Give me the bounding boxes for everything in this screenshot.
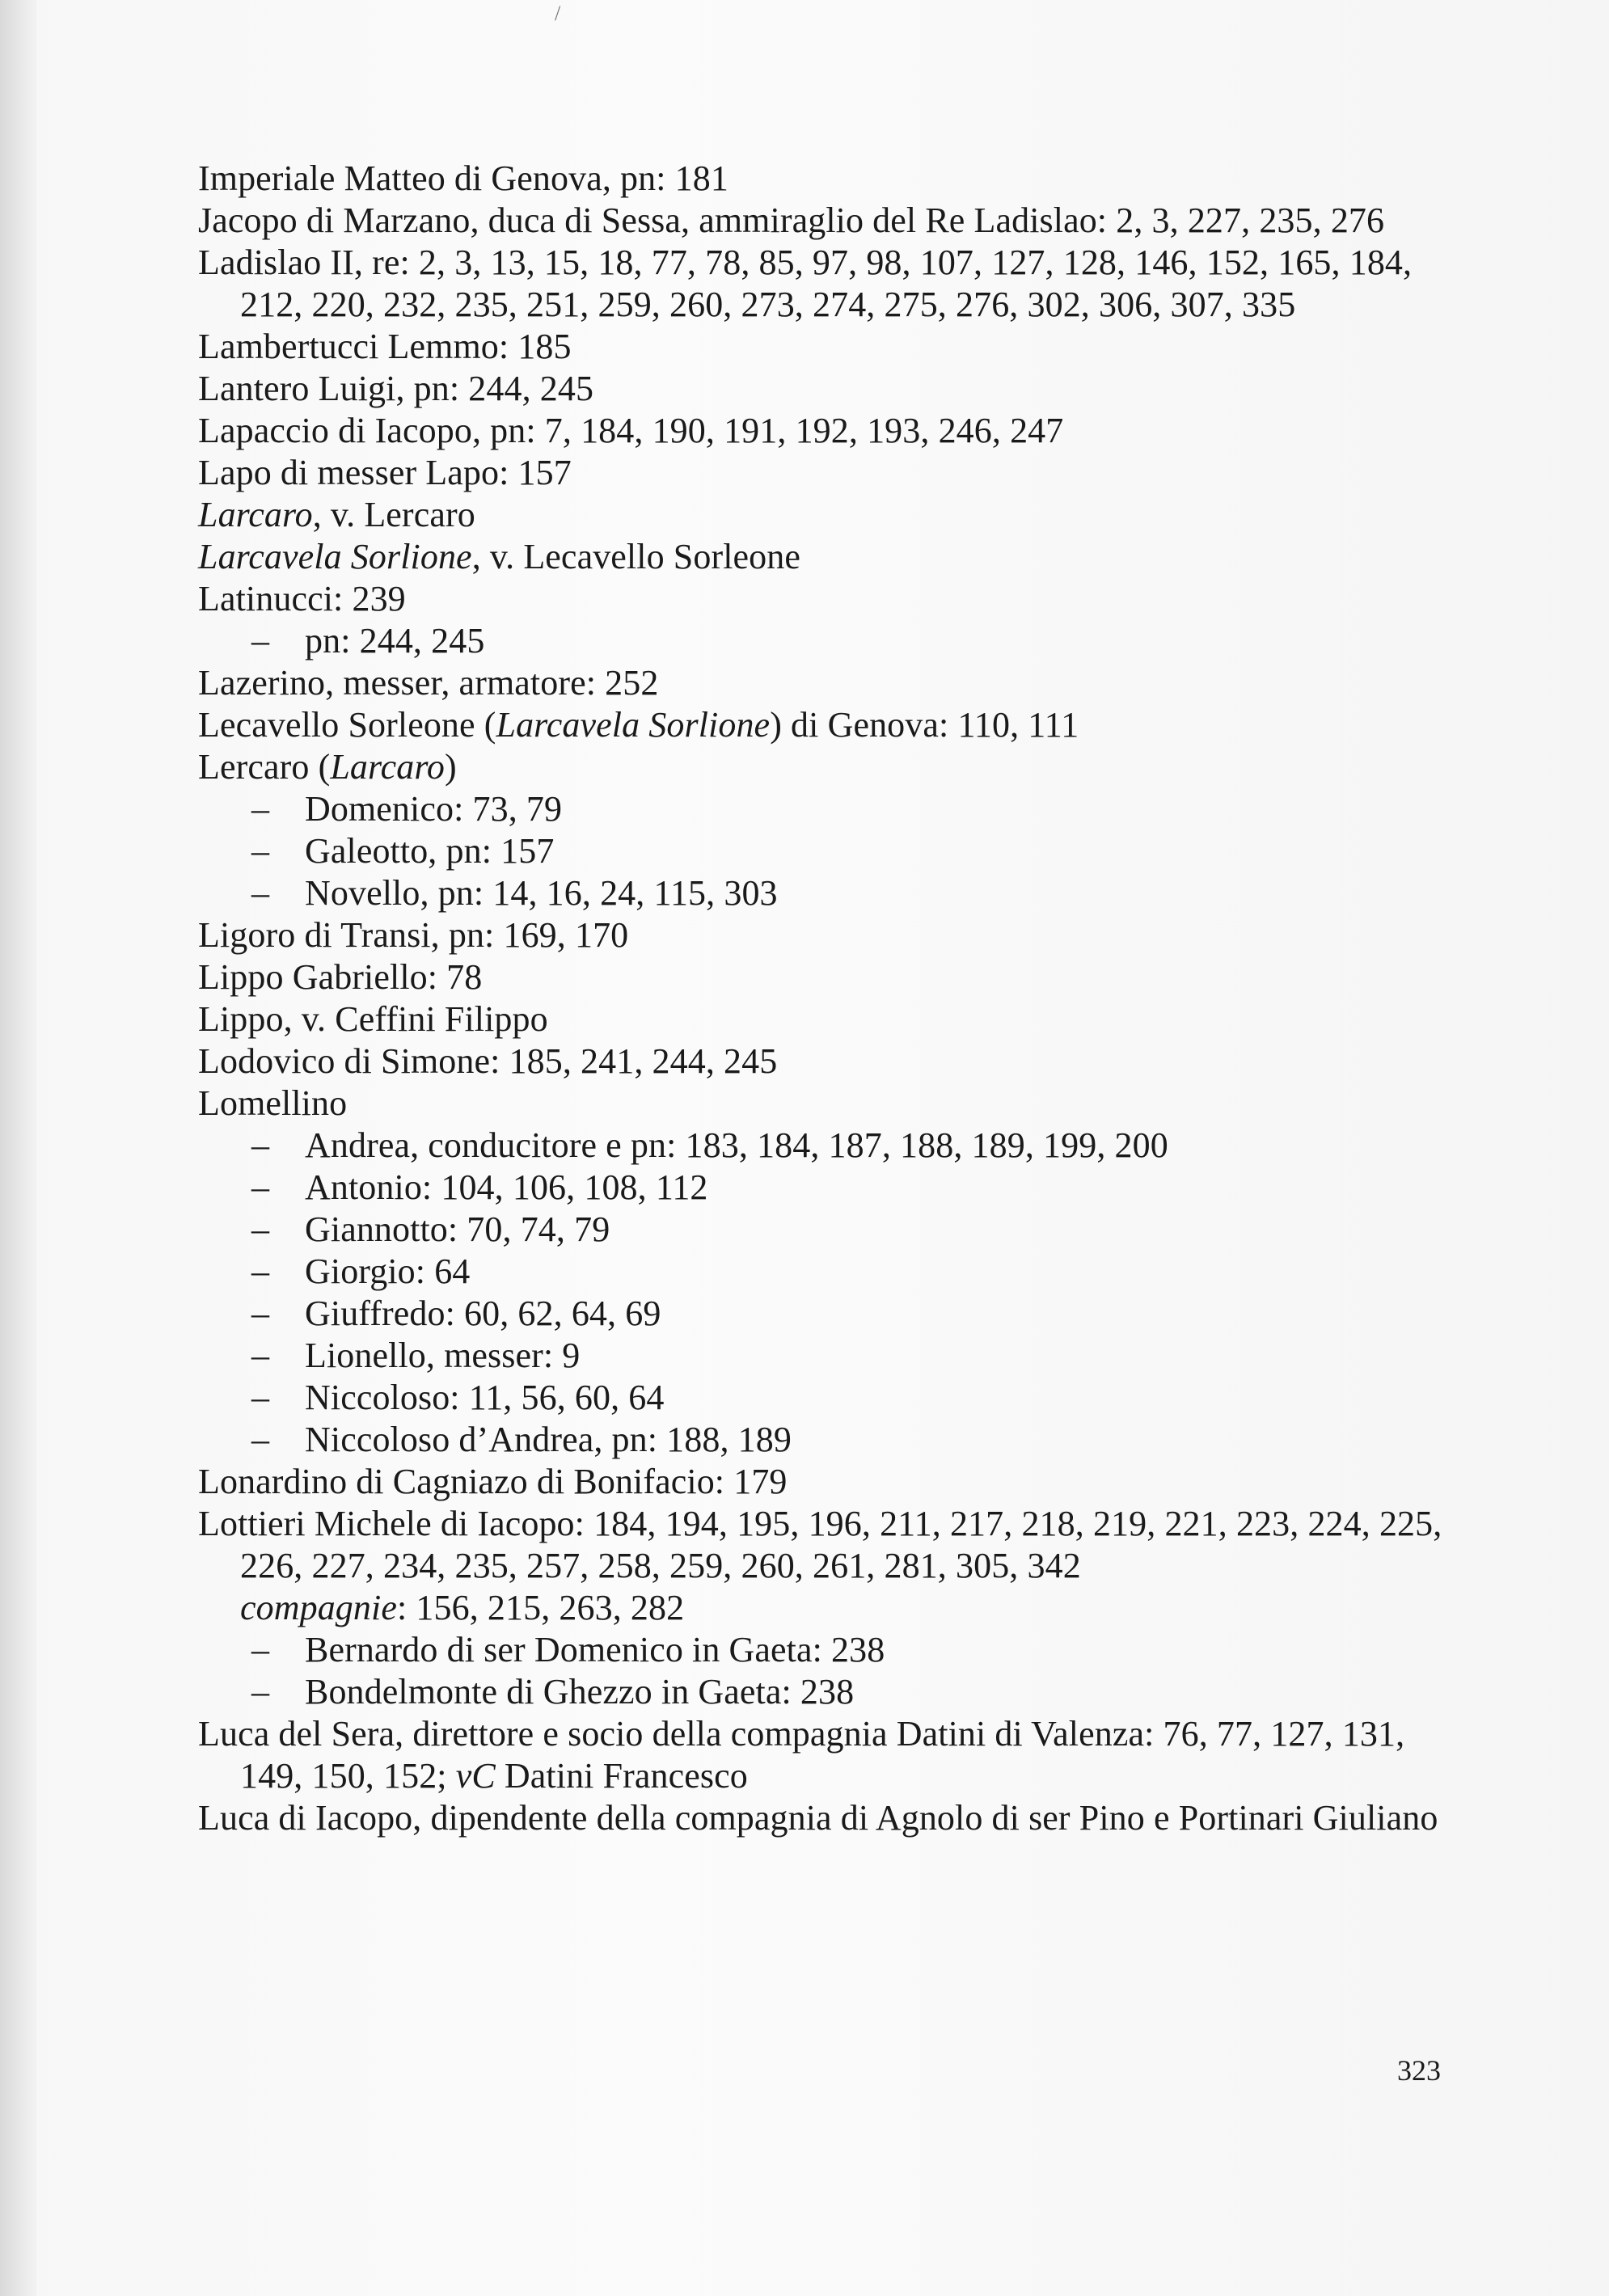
index-list — [198, 158, 1443, 1839]
italic-term: Larcavela Sorlione — [198, 537, 472, 576]
index-subentry — [198, 1293, 1443, 1335]
index-subentry — [198, 1125, 1443, 1167]
dash-marker: – — [251, 1294, 270, 1333]
index-entry: Lottieri Michele di Iacopo: 184, 194, 195, 196, 211, 217, 218, 219, 221, 223, 224, 225, 226, 227, 234, 235, 257, 258, 259, 260, 261, 281, 305, 342 — [198, 1504, 1442, 1585]
dash-marker: – — [251, 1378, 270, 1417]
dash-marker: – — [251, 1672, 270, 1711]
italic-term: vC — [455, 1756, 496, 1796]
dash-marker: – — [251, 1251, 270, 1291]
index-entry: Lantero Luigi, pn: 244, 245 — [198, 369, 594, 408]
index-entry: Lippo Gabriello: 78 — [198, 957, 483, 997]
dash-marker: – — [251, 789, 270, 829]
index-entry: Lapaccio di Iacopo, pn: 7, 184, 190, 191, 192, 193, 246, 247 — [198, 411, 1064, 450]
entry-rest: , v. Lercaro — [312, 495, 475, 534]
dash-marker: – — [251, 1420, 270, 1459]
subentry-text: Niccoloso: 11, 56, 60, 64 — [305, 1378, 665, 1417]
dash-marker: – — [251, 831, 270, 871]
italic-term: Larcaro — [198, 495, 313, 534]
index-entry: Luca di Iacopo, dipendente della compagnia di Agnolo di ser Pino e Portinari Giuliano — [198, 1798, 1438, 1838]
italic-term: compagnie — [240, 1588, 397, 1627]
index-entry: Lambertucci Lemmo: 185 — [198, 327, 572, 366]
dash-marker: – — [251, 1630, 270, 1669]
italic-term: Larcavela Sorlione — [496, 705, 771, 745]
dash-marker: – — [251, 873, 270, 913]
index-entry: Lonardino di Cagniazo di Bonifacio: 179 — [198, 1462, 788, 1501]
subentry-text: Bernardo di ser Domenico in Gaeta: 238 — [305, 1630, 885, 1669]
entry-rest: Datini Francesco — [495, 1756, 748, 1796]
index-subentry — [198, 1671, 1443, 1713]
subentry-text: Niccoloso d’Andrea, pn: 188, 189 — [305, 1420, 792, 1459]
subentry-text: Giannotto: 70, 74, 79 — [305, 1209, 610, 1249]
italic-term: Larcaro — [330, 747, 446, 787]
index-entry: Ladislao II, re: 2, 3, 13, 15, 18, 77, 78, 85, 97, 98, 107, 127, 128, 146, 152, 165, 184, 212, 220, 232, 235, 251, 259, 260, 273, 274, 275, 276, 302, 306, 307, 335 — [198, 243, 1413, 324]
entry-rest: ) — [445, 747, 457, 787]
entry-rest: , v. Lecavello Sorleone — [471, 537, 800, 576]
entry-pre: Lecavello Sorleone ( — [198, 705, 496, 745]
index-subentry — [198, 620, 1443, 662]
subentry-text: Galeotto, pn: 157 — [305, 831, 555, 871]
index-entry: Lazerino, messer, armatore: 252 — [198, 663, 659, 703]
index-entry: Latinucci: 239 — [198, 579, 406, 618]
page-gutter-shadow — [0, 0, 37, 2296]
stray-mark: / — [555, 2, 561, 25]
dash-marker: – — [251, 621, 270, 661]
entry-pre: Luca del Sera, direttore e socio della compagnia Datini di Valenza: 76, 77, 127, 131, 149, 150, 152; — [198, 1714, 1405, 1796]
index-entry: Lippo, v. Ceffini Filippo — [198, 999, 548, 1039]
index-subentry — [198, 1377, 1443, 1419]
index-subentry — [198, 872, 1443, 914]
subentry-text: Novello, pn: 14, 16, 24, 115, 303 — [305, 873, 778, 913]
index-entry: Lapo di messer Lapo: 157 — [198, 453, 572, 492]
index-entry — [198, 746, 1443, 788]
subentry-text: Lionello, messer: 9 — [305, 1336, 581, 1375]
index-subentry — [198, 1209, 1443, 1251]
index-subentry — [198, 1335, 1443, 1377]
index-subentry — [198, 1629, 1443, 1671]
subentry-text: Antonio: 104, 106, 108, 112 — [305, 1167, 708, 1207]
subentry-text: Bondelmonte di Ghezzo in Gaeta: 238 — [305, 1672, 855, 1711]
entry-pre: Lercaro ( — [198, 747, 331, 787]
index-entry: Jacopo di Marzano, duca di Sessa, ammiraglio del Re Ladislao: 2, 3, 227, 235, 276 — [198, 200, 1385, 240]
dash-marker: – — [251, 1336, 270, 1375]
subentry-text: Giuffredo: 60, 62, 64, 69 — [305, 1294, 661, 1333]
index-entry: Ligoro di Transi, pn: 169, 170 — [198, 915, 629, 955]
index-entry — [198, 1713, 1443, 1797]
index-entry-cross-reference — [198, 494, 1443, 536]
index-entry — [198, 704, 1443, 746]
index-note — [198, 1587, 1443, 1629]
dash-marker: – — [251, 1209, 270, 1249]
index-subentry — [198, 830, 1443, 872]
subentry-text: Andrea, conducitore e pn: 183, 184, 187, 188, 189, 199, 200 — [305, 1125, 1168, 1165]
entry-rest: : 156, 215, 263, 282 — [396, 1588, 685, 1627]
page-number: 323 — [1397, 2054, 1441, 2087]
index-entry: Imperiale Matteo di Genova, pn: 181 — [198, 158, 728, 198]
index-subentry — [198, 1419, 1443, 1461]
entry-rest: ) di Genova: 110, 111 — [770, 705, 1079, 745]
index-subentry — [198, 1251, 1443, 1293]
index-entry-cross-reference — [198, 536, 1443, 578]
subentry-text: Giorgio: 64 — [305, 1251, 471, 1291]
subentry-text: Domenico: 73, 79 — [305, 789, 563, 829]
subentry-text: pn: 244, 245 — [305, 621, 485, 661]
index-subentry — [198, 788, 1443, 830]
index-entry: Lodovico di Simone: 185, 241, 244, 245 — [198, 1041, 778, 1081]
index-subentry — [198, 1167, 1443, 1209]
dash-marker: – — [251, 1167, 270, 1207]
index-entry: Lomellino — [198, 1083, 348, 1123]
dash-marker: – — [251, 1125, 270, 1165]
